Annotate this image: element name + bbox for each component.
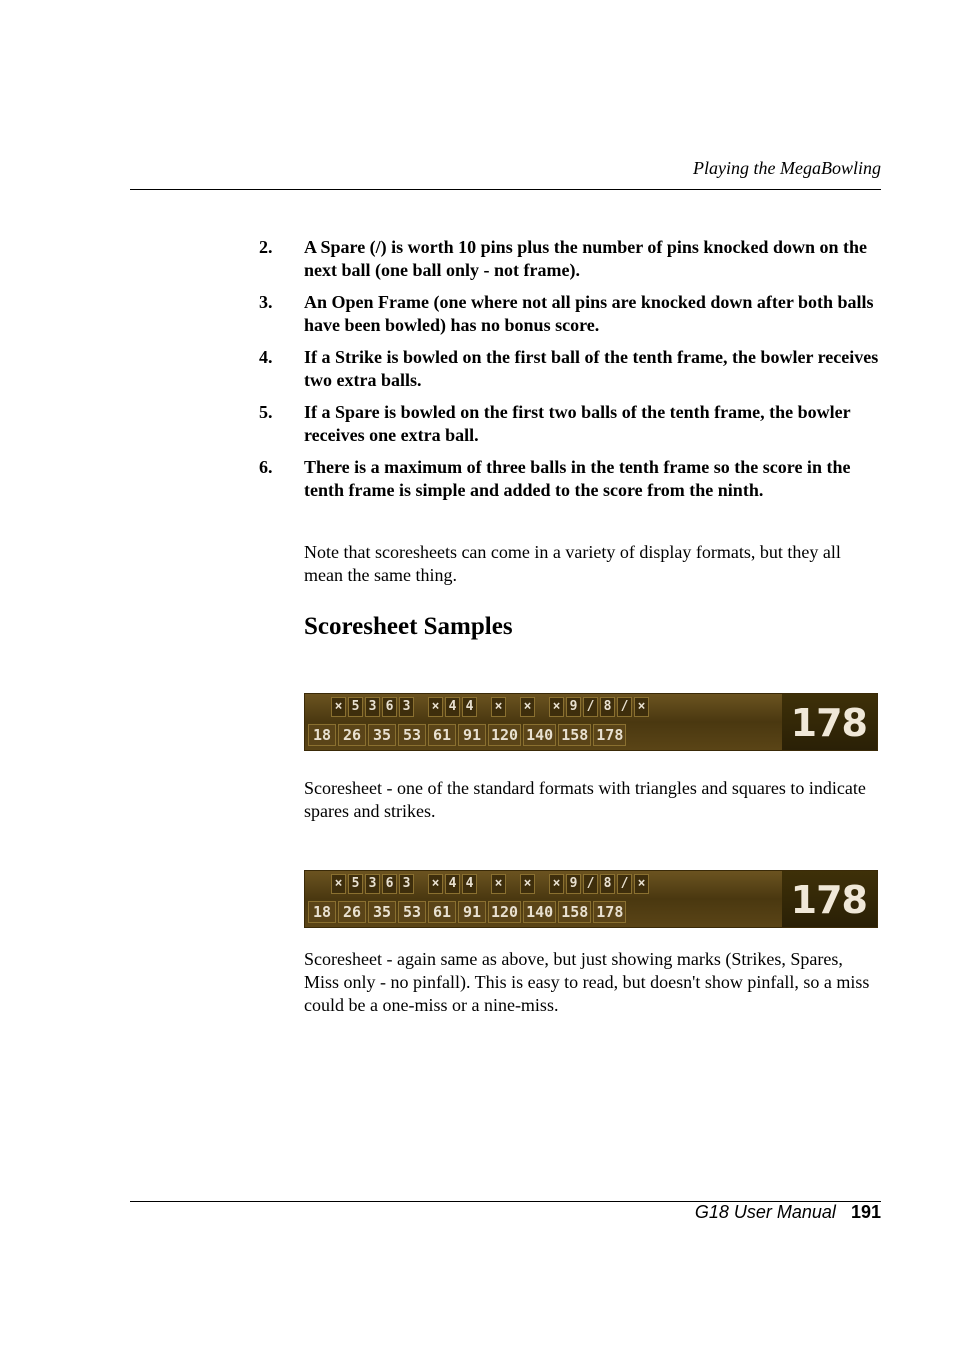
totals-row <box>308 901 626 923</box>
frame-total: 120 <box>488 724 521 746</box>
scoresheet-image <box>304 870 878 928</box>
frame-total: 26 <box>338 901 366 923</box>
ball-mark: × <box>331 874 346 894</box>
ball-mark: × <box>520 697 535 717</box>
ball-mark: × <box>634 874 649 894</box>
running-header: Playing the MegaBowling <box>693 158 881 178</box>
list-item <box>259 236 881 282</box>
ball-mark: 9 <box>566 874 581 894</box>
ball-mark: 3 <box>365 697 380 717</box>
manual-title: G18 User Manual <box>694 1202 836 1222</box>
frame-total: 91 <box>458 724 486 746</box>
list-item-text: There is a maximum of three balls in the tenth frame so the score in the tenth frame is simple and added to the score from the ninth. <box>304 457 851 500</box>
frame-total: 35 <box>368 901 396 923</box>
ball-mark: 6 <box>382 874 397 894</box>
list-item-text: If a Spare is bowled on the first two balls of the tenth frame, the bowler receives one extra ball. <box>304 402 851 445</box>
frame-spacer <box>537 697 547 717</box>
frame-total: 26 <box>338 724 366 746</box>
frame-total: 61 <box>428 724 456 746</box>
page-number: 191 <box>850 1202 881 1222</box>
list-item <box>259 346 881 392</box>
list-item <box>259 401 881 447</box>
ball-mark: × <box>428 697 443 717</box>
frame-spacer <box>416 697 426 717</box>
ball-mark: 4 <box>462 697 477 717</box>
frame-total: 53 <box>398 901 426 923</box>
ball-mark: × <box>491 874 506 894</box>
ball-mark: × <box>331 697 346 717</box>
header-rule <box>130 189 881 190</box>
ball-mark: / <box>583 697 598 717</box>
frame-spacer <box>508 874 518 894</box>
ball-mark: 8 <box>600 874 615 894</box>
list-item-number: 6. <box>259 457 273 477</box>
ball-mark: × <box>428 874 443 894</box>
ball-mark: 9 <box>566 697 581 717</box>
ball-mark: / <box>617 874 632 894</box>
ball-mark: 4 <box>445 697 460 717</box>
frame-total: 53 <box>398 724 426 746</box>
page-footer <box>695 1202 881 1223</box>
list-item-number: 5. <box>259 402 273 422</box>
ball-mark: 3 <box>399 697 414 717</box>
totals-row <box>308 724 626 746</box>
frame-spacer <box>479 697 489 717</box>
frame-total: 61 <box>428 901 456 923</box>
ball-mark: / <box>583 874 598 894</box>
frame-spacer <box>416 874 426 894</box>
ball-mark: 3 <box>365 874 380 894</box>
marks-row <box>331 697 649 717</box>
ball-mark: 4 <box>445 874 460 894</box>
ball-mark: 5 <box>348 874 363 894</box>
frame-total: 158 <box>558 901 591 923</box>
scoresheet-image <box>304 693 878 751</box>
frame-total: 158 <box>558 724 591 746</box>
final-score: 178 <box>790 701 867 745</box>
list-item-number: 2. <box>259 237 273 257</box>
frame-total: 35 <box>368 724 396 746</box>
list-item-number: 3. <box>259 292 273 312</box>
list-item <box>259 456 881 502</box>
ball-mark: × <box>491 697 506 717</box>
scoresheet-caption: Scoresheet - again same as above, but just showing marks (Strikes, Spares, Miss only - no pinfall). This is easy to read, but doesn't show pinfall, so a miss could be a one-miss or a nine-miss. <box>304 949 870 1015</box>
scoresheet-caption: Scoresheet - one of the standard formats with triangles and squares to indicate spares and strikes. <box>304 778 866 821</box>
ball-mark: × <box>634 697 649 717</box>
list-item-text: If a Strike is bowled on the first ball of the tenth frame, the bowler receives two extra balls. <box>304 347 879 390</box>
ball-mark: × <box>549 874 564 894</box>
list-item-number: 4. <box>259 347 273 367</box>
frame-spacer <box>508 697 518 717</box>
frame-spacer <box>479 874 489 894</box>
frame-total: 120 <box>488 901 521 923</box>
frame-spacer <box>537 874 547 894</box>
frame-total: 140 <box>523 724 556 746</box>
list-item-text: An Open Frame (one where not all pins are knocked down after both balls have been bowled) has no bonus score. <box>304 292 874 335</box>
ball-mark: 8 <box>600 697 615 717</box>
ball-mark: 6 <box>382 697 397 717</box>
scoring-rules-list <box>259 236 881 511</box>
frame-total: 18 <box>308 901 336 923</box>
ball-mark: × <box>520 874 535 894</box>
final-score: 178 <box>790 878 867 922</box>
ball-mark: 3 <box>399 874 414 894</box>
ball-mark: 4 <box>462 874 477 894</box>
section-heading: Scoresheet Samples <box>304 613 513 640</box>
frame-total: 18 <box>308 724 336 746</box>
ball-mark: 5 <box>348 697 363 717</box>
ball-mark: × <box>549 697 564 717</box>
frame-total: 140 <box>523 901 556 923</box>
marks-row <box>331 874 649 894</box>
frame-total: 178 <box>593 901 626 923</box>
note-paragraph: Note that scoresheets can come in a variety of display formats, but they all mean the same thing. <box>304 542 841 585</box>
list-item <box>259 291 881 337</box>
frame-total: 91 <box>458 901 486 923</box>
ball-mark: / <box>617 697 632 717</box>
list-item-text: A Spare (/) is worth 10 pins plus the number of pins knocked down on the next ball (one ball only - not frame). <box>304 237 867 280</box>
frame-total: 178 <box>593 724 626 746</box>
